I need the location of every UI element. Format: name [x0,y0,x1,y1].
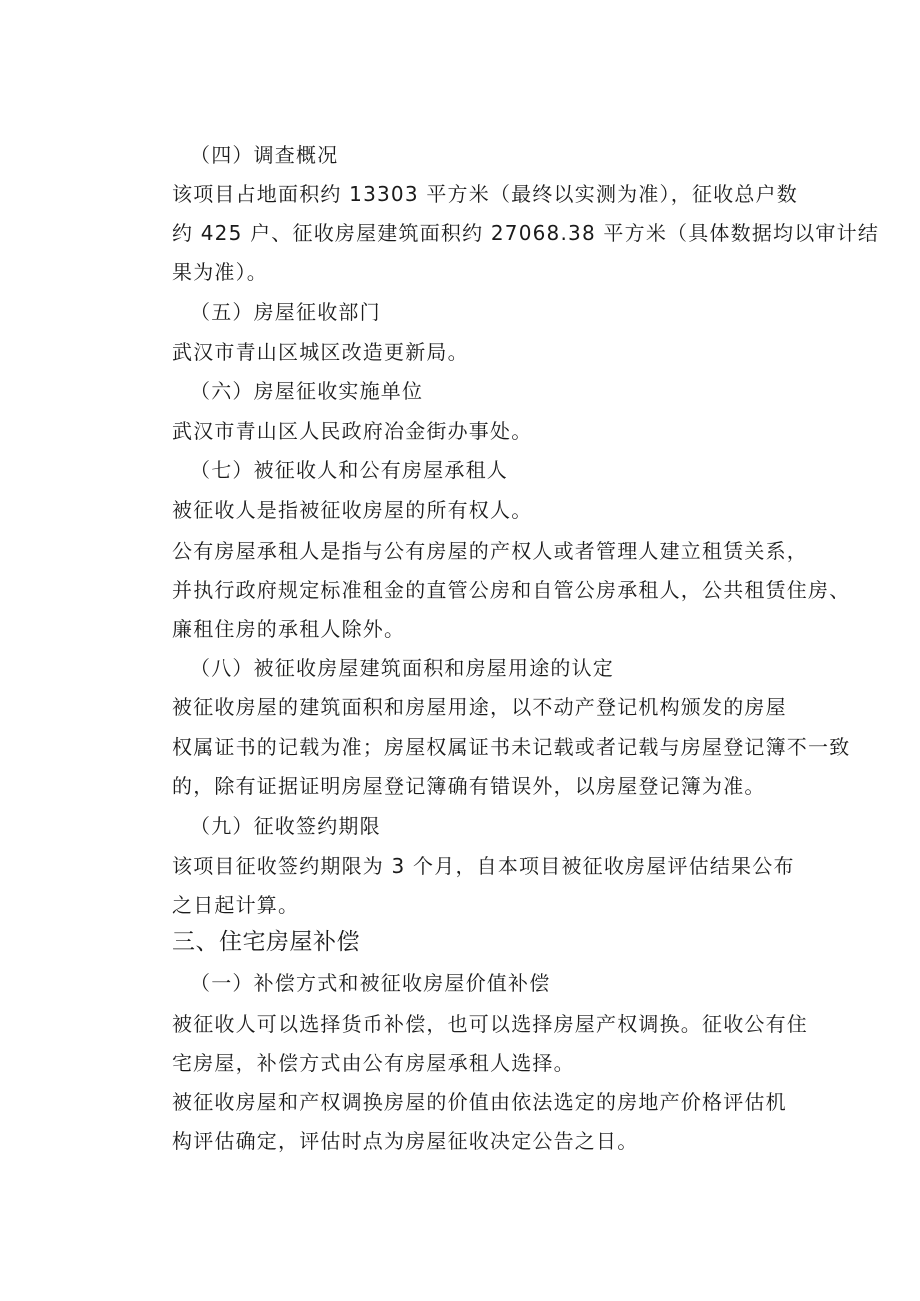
chapter-three-title: 三、住宅房屋补偿 [172,929,360,955]
paragraph-line: 约 425 户、征收房屋建筑面积约 27068.38 平方米（具体数据均以审计结 [172,221,880,245]
paragraph-line: 权属证书的记载为准；房屋权属证书未记载或者记载与房屋登记簿不一致 [172,735,851,759]
paragraph-line: 武汉市青山区人民政府冶金街办事处。 [172,419,533,443]
paragraph-line: 宅房屋，补偿方式由公有房屋承租人选择。 [172,1051,575,1075]
paragraph-line: 构评估确定，评估时点为房屋征收决定公告之日。 [172,1129,639,1153]
paragraph-line: 并执行政府规定标准租金的直管公房和自管公房承租人，公共租赁住房、 [172,578,851,602]
paragraph-line: 果为准）。 [172,260,268,284]
section-eight-heading: （八）被征收房屋建筑面积和房屋用途的认定 [190,656,614,680]
section-seven-heading: （七）被征收人和公有房屋承租人 [190,458,508,482]
paragraph-line: 的，除有证据证明房屋登记簿确有错误外，以房屋登记簿为准。 [172,774,766,798]
paragraph-line: 公有房屋承租人是指与公有房屋的产权人或者管理人建立租赁关系， [172,539,808,563]
section-five-heading: （五）房屋征收部门 [190,300,381,324]
paragraph-line: 被征收房屋的建筑面积和房屋用途，以不动产登记机构颁发的房屋 [172,695,787,719]
paragraph-line: 廉租住房的承租人除外。 [172,617,406,641]
paragraph-line: 被征收房屋和产权调换房屋的价值由依法选定的房地产价格评估机 [172,1090,787,1114]
paragraph-line: 武汉市青山区城区改造更新局。 [172,340,469,364]
paragraph-line: 被征收人可以选择货币补偿，也可以选择房屋产权调换。征收公有住 [172,1012,808,1036]
subsection-one-heading: （一）补偿方式和被征收房屋价值补偿 [190,971,551,995]
paragraph-line: 被征收人是指被征收房屋的所有权人。 [172,498,533,522]
paragraph-line: 该项目征收签约期限为 3 个月，自本项目被征收房屋评估结果公布 [172,854,795,878]
section-four-heading: （四）调查概况 [190,143,339,167]
paragraph-line: 该项目占地面积约 13303 平方米（最终以实测为准），征收总户数 [172,182,798,206]
section-six-heading: （六）房屋征收实施单位 [190,379,424,403]
section-nine-heading: （九）征收签约期限 [190,814,381,838]
paragraph-line: 之日起计算。 [172,893,300,917]
